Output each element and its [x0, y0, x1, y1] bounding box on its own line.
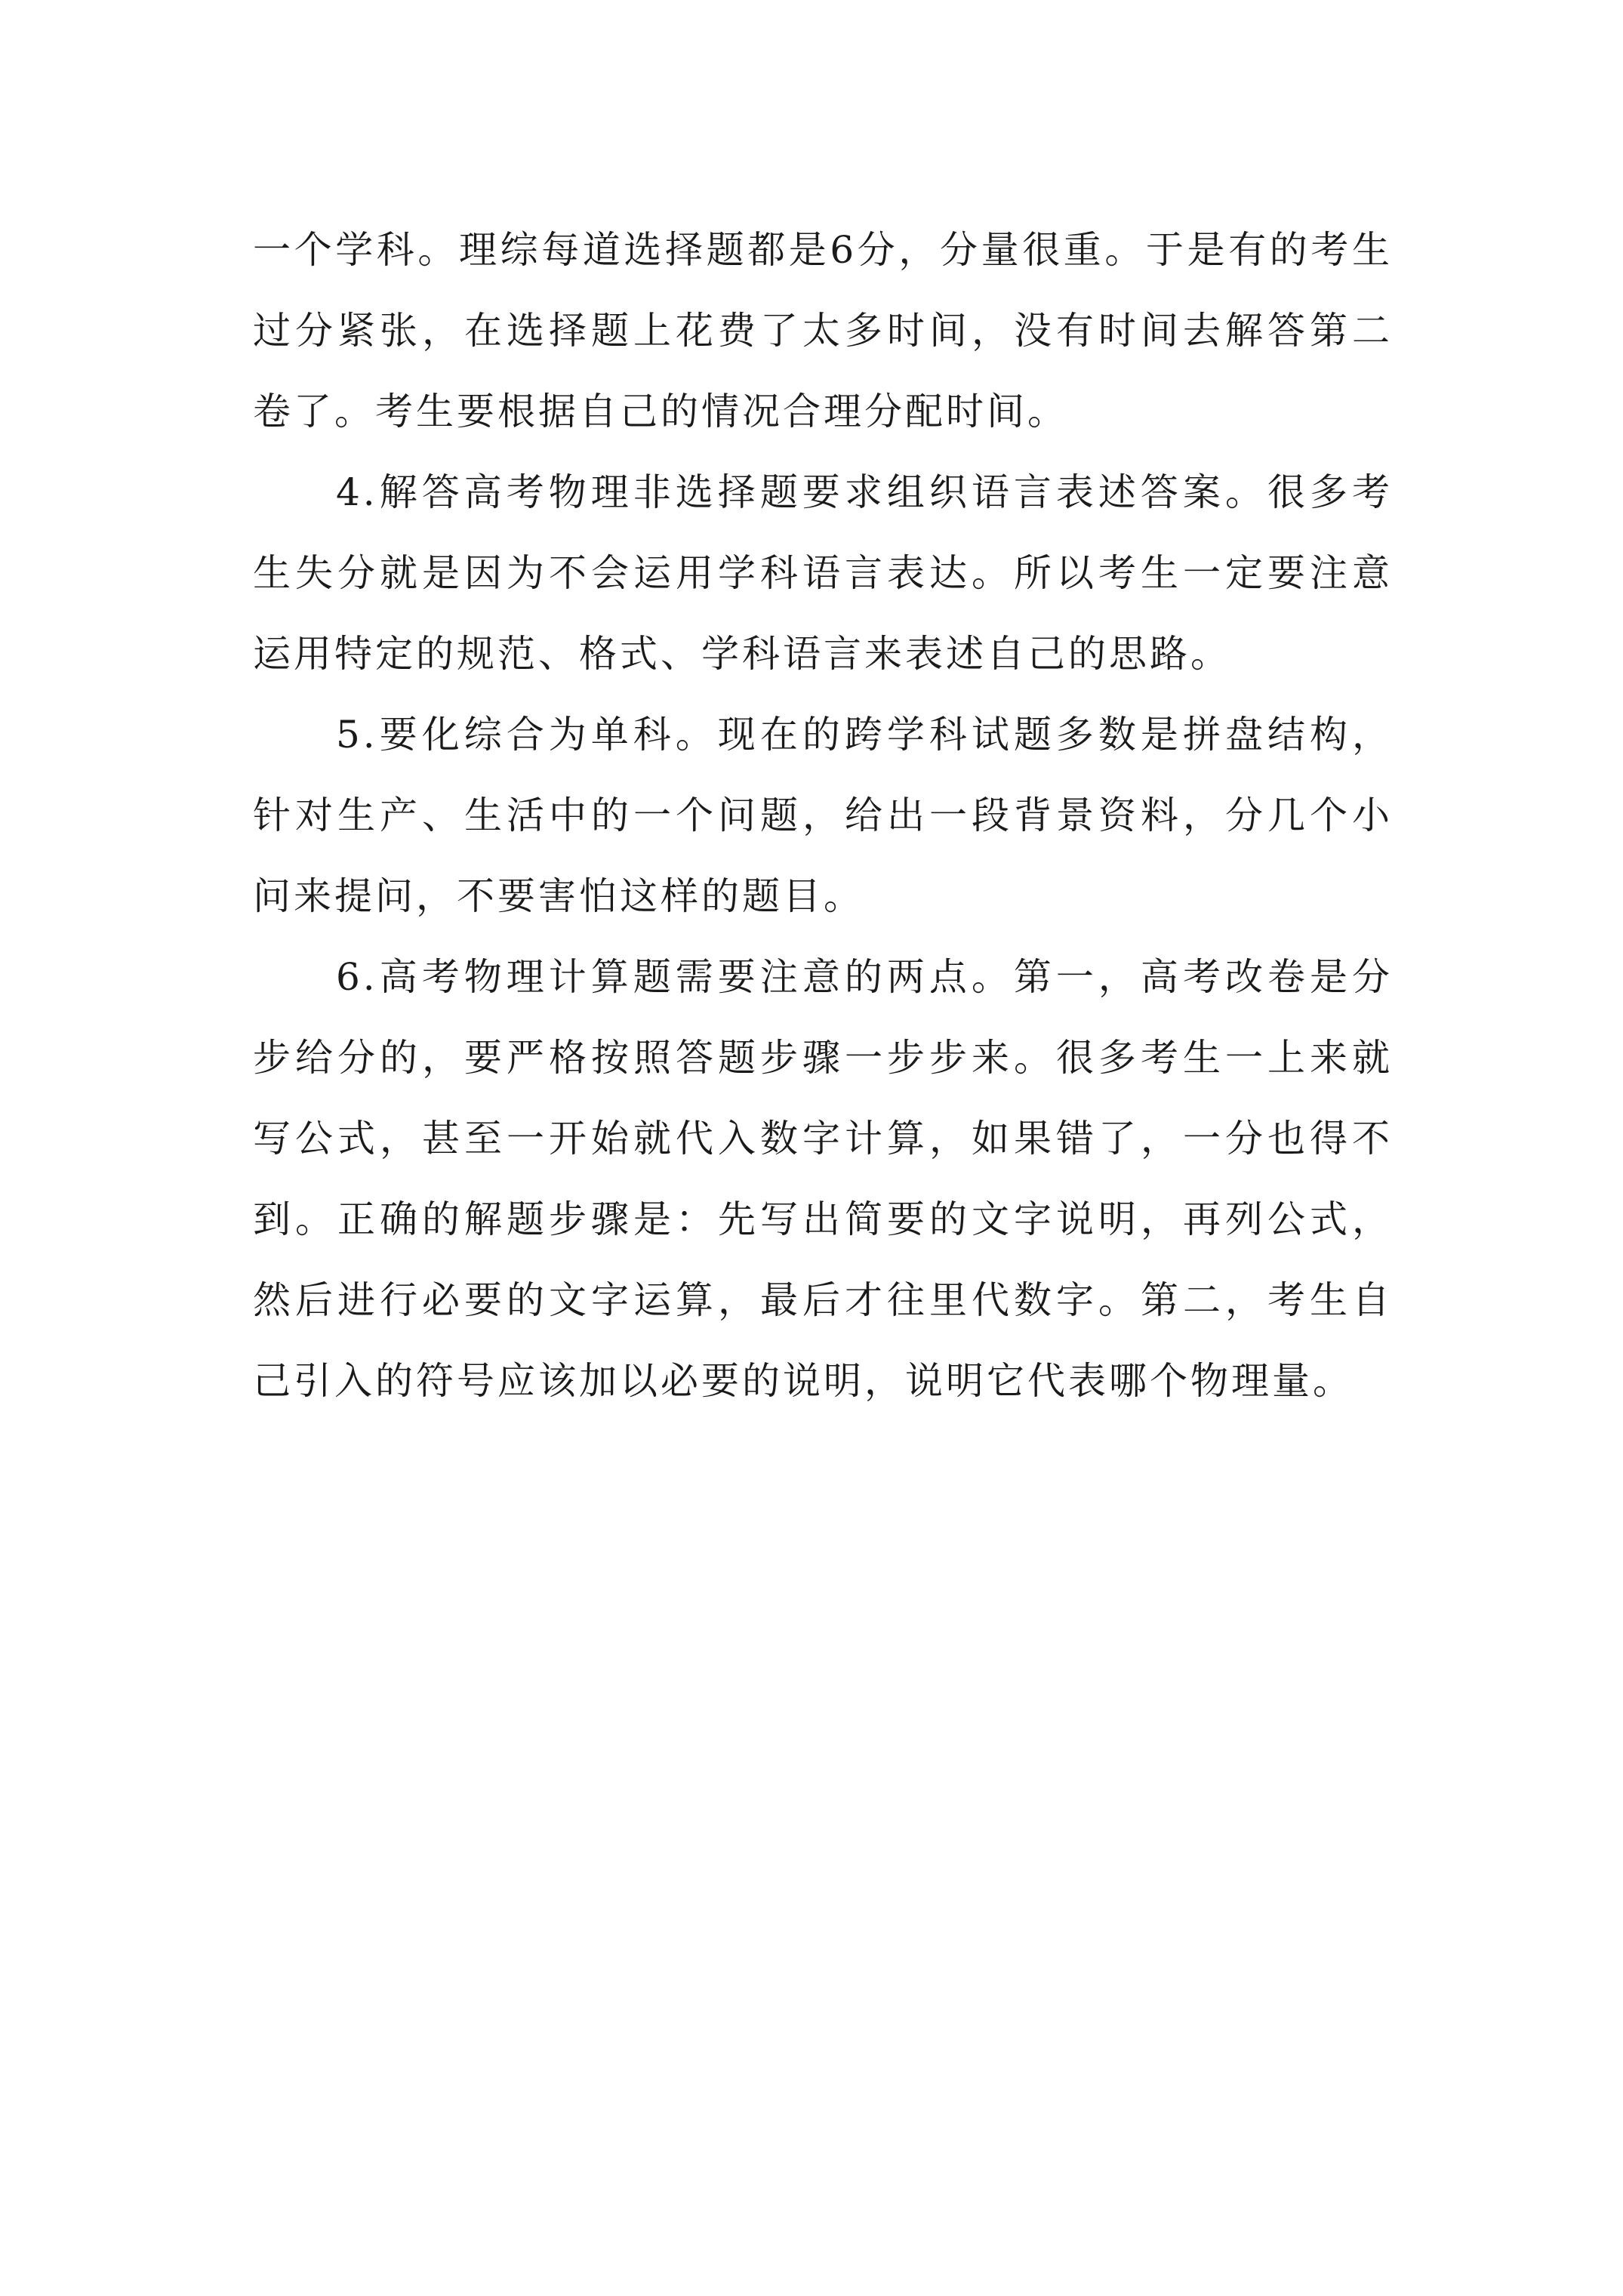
- paragraph-continuation: 一个学科。理综每道选择题都是6分，分量很重。于是有的考生过分紧张，在选择题上花费了太多时间，没有时间去解答第二卷了。考生要根据自己的情况合理分配时间。: [253, 228, 1393, 433]
- paragraph-point-5: 5.要化综合为单科。现在的跨学科试题多数是拼盘结构，针对生产、生活中的一个问题，给出一段背景资料，分几个小问来提问，不要害怕这样的题目。: [253, 713, 1393, 918]
- paragraph-point-4: 4.解答高考物理非选择题要求组织语言表述答案。很多考生失分就是因为不会运用学科语言表达。所以考生一定要注意运用特定的规范、格式、学科语言来表述自己的思路。: [253, 470, 1393, 676]
- body-text: [253, 210, 1393, 1422]
- paragraph-point-6: 6.高考物理计算题需要注意的两点。第一，高考改卷是分步给分的，要严格按照答题步骤一步步来。很多考生一上来就写公式，甚至一开始就代入数字计算，如果错了，一分也得不到。正确的解题步骤是：先写出简要的文字说明，再列公式，然后进行必要的文字运算，最后才往里代数字。第二，考生自己引入的符号应该加以必要的说明，说明它代表哪个物理量。: [253, 955, 1393, 1403]
